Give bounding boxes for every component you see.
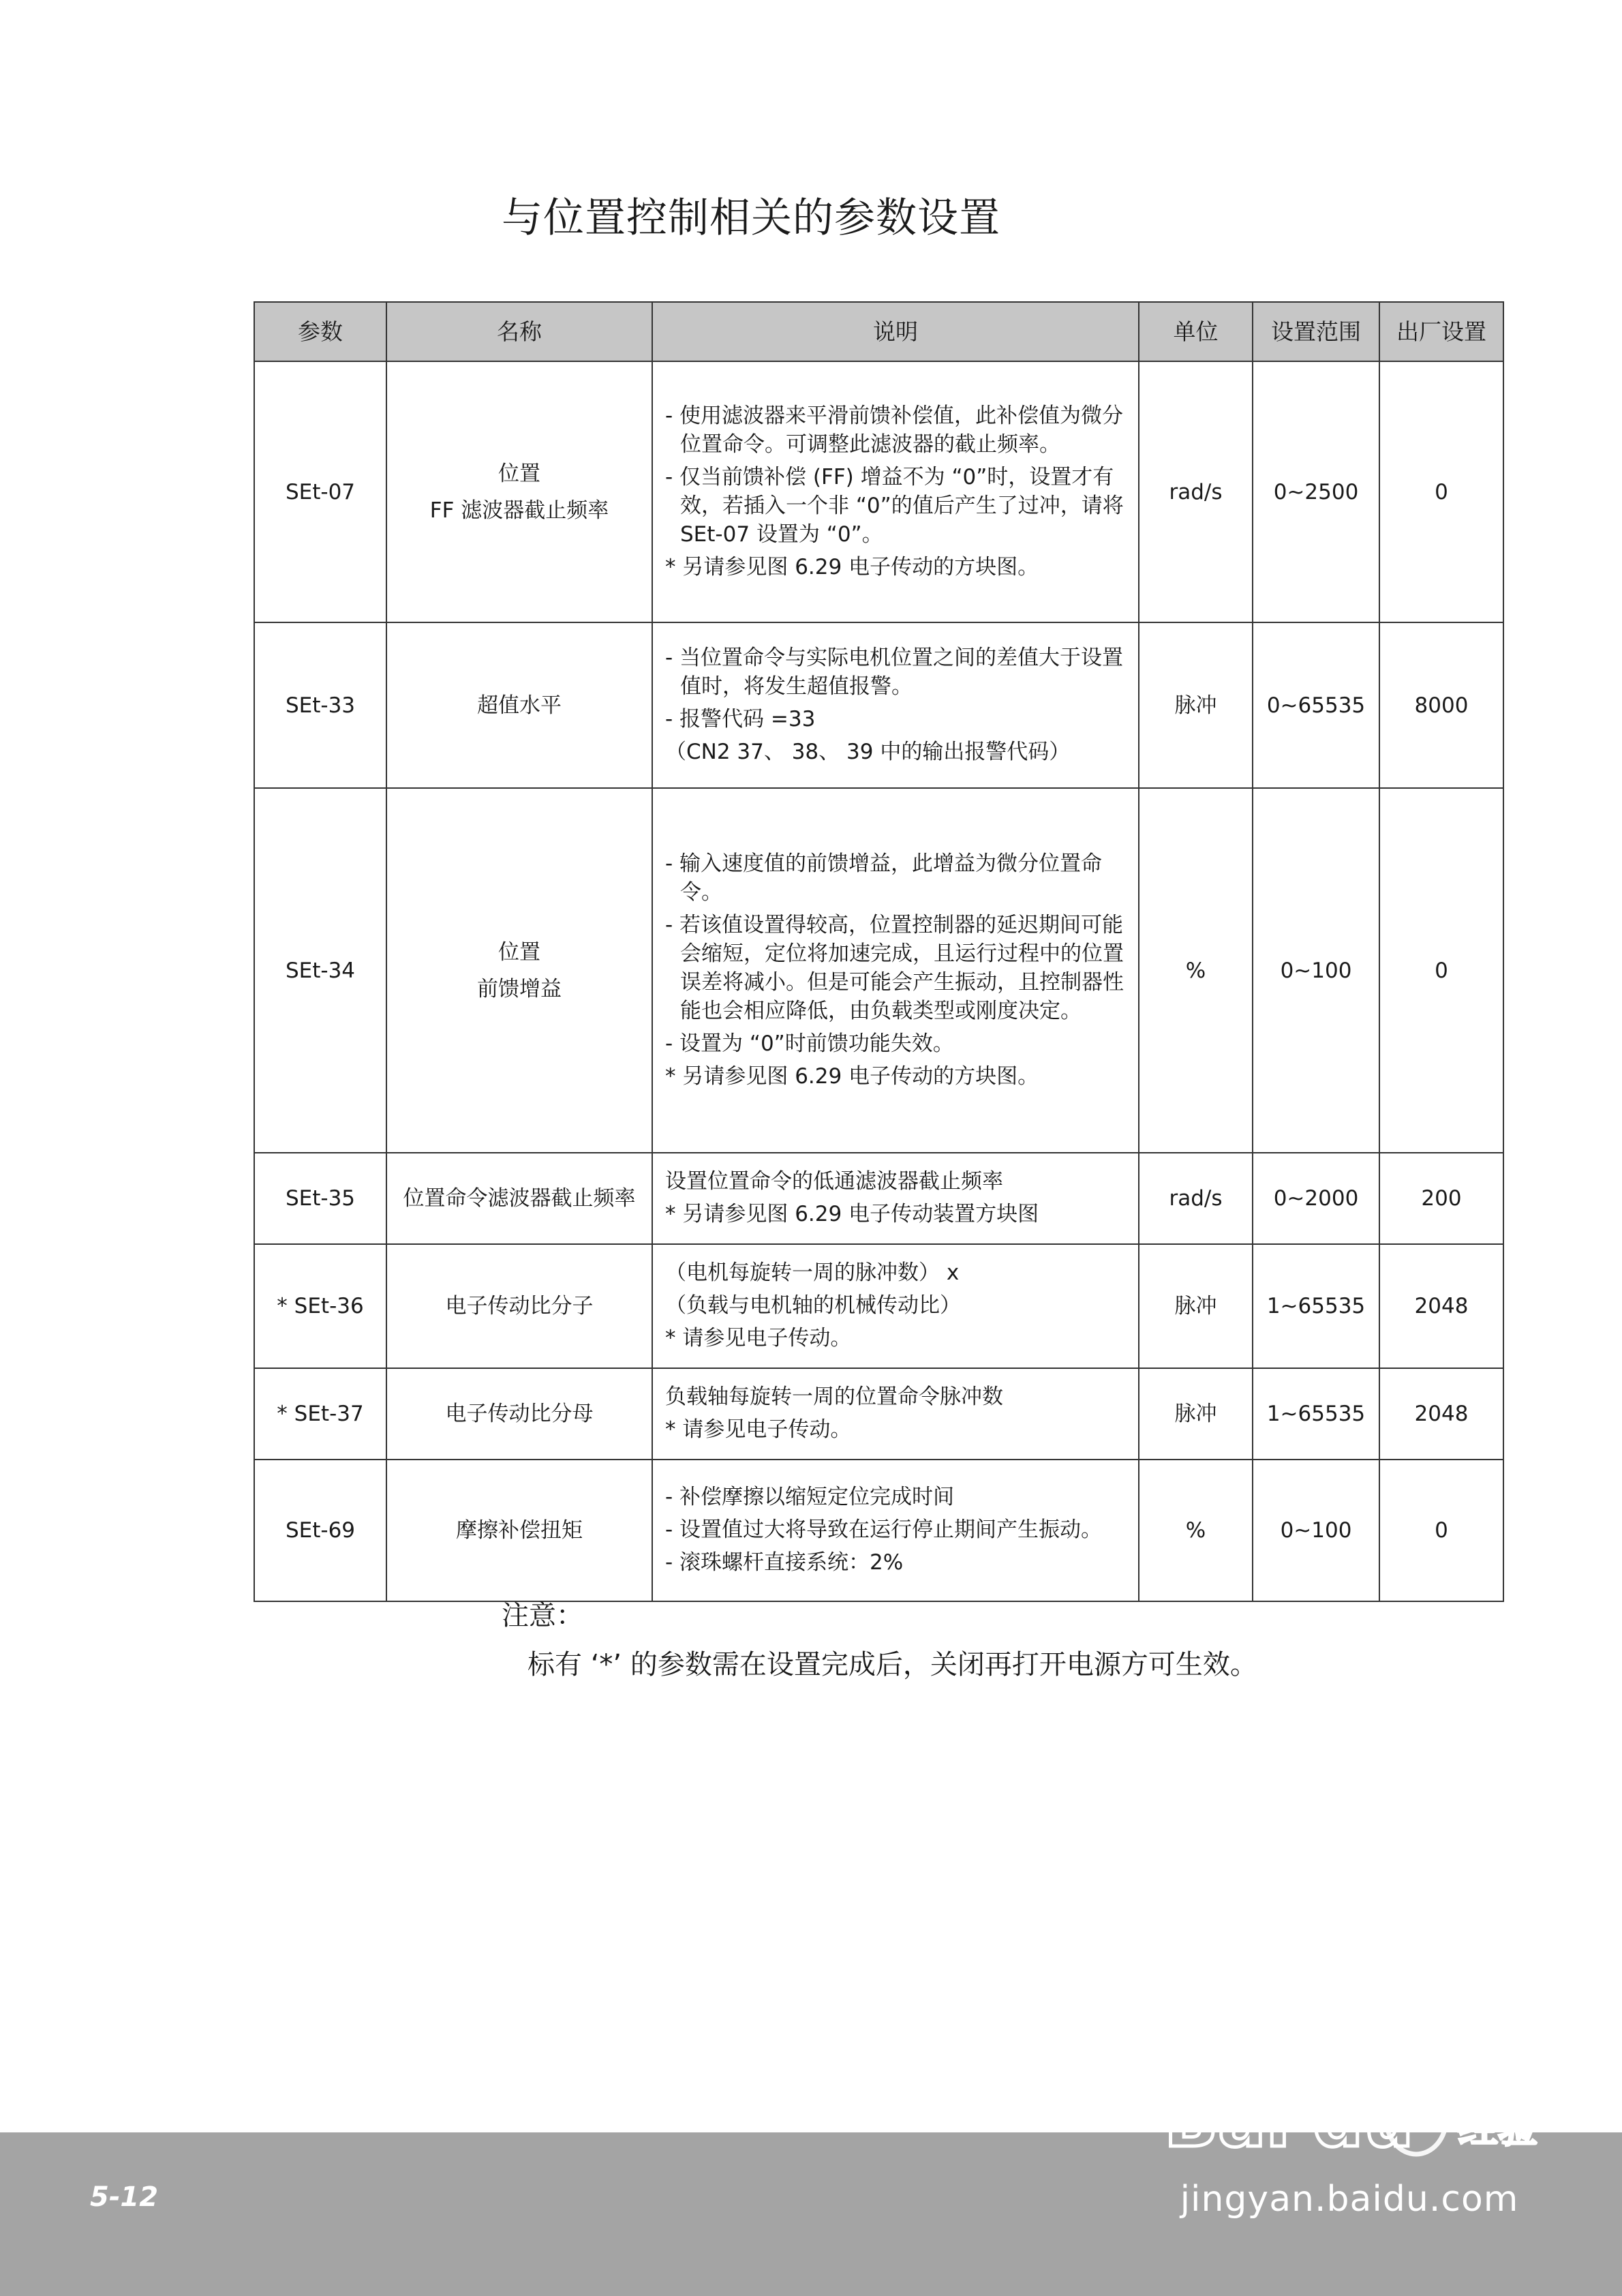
param-description (652, 1460, 1139, 1601)
bullet-marker: * (665, 554, 676, 579)
param-unit: 脉冲 (1139, 622, 1253, 788)
header-range: 设置范围 (1253, 302, 1379, 361)
param-code: SEt-35 (254, 1153, 386, 1244)
description-line (665, 1483, 1126, 1511)
bullet-marker: * (665, 1063, 676, 1089)
bullet-marker: - (665, 1031, 673, 1056)
param-code: SEt-07 (254, 361, 386, 622)
description-text: 使用滤波器来平滑前馈补偿值，此补偿值为微分位置命令。可调整此滤波器的截止频率。 (679, 403, 1124, 457)
bullet-marker: - (665, 645, 673, 670)
baidu-jingyan-watermark-logo (1159, 2066, 1540, 2168)
table-row (254, 788, 1503, 1153)
header-param: 参数 (254, 302, 386, 361)
param-code: * SEt-37 (254, 1368, 386, 1460)
param-range: 1~65535 (1253, 1368, 1379, 1460)
table-header-row (254, 302, 1503, 361)
param-unit: rad/s (1139, 1153, 1253, 1244)
param-name-line: 摩擦补偿扭矩 (456, 1518, 583, 1543)
watermark-url: jingyan.baidu.com (1180, 2179, 1519, 2220)
table-row (254, 1244, 1503, 1368)
page-number: 5-12 (90, 2181, 159, 2213)
bullet-marker: - (665, 706, 673, 731)
description-text: 另请参见图 6.29 电子传动的方块图。 (682, 1063, 1039, 1089)
param-name (386, 622, 652, 788)
bullet-marker: - (665, 912, 673, 937)
note-text: 标有 ‘*’ 的参数需在设置完成后，关闭再打开电源方可生效。 (527, 1649, 1257, 1680)
param-name (386, 1244, 652, 1368)
param-range: 0~65535 (1253, 622, 1379, 788)
bullet-marker: * (665, 1202, 676, 1226)
param-name (386, 1368, 652, 1460)
header-description: 说明 (652, 302, 1139, 361)
description-line (665, 1167, 1126, 1196)
description-line (665, 1324, 1126, 1353)
param-unit: % (1139, 788, 1253, 1153)
svg-text:du: du (1313, 2080, 1414, 2163)
param-name-line: 电子传动比分子 (445, 1294, 594, 1318)
param-name (386, 1460, 652, 1601)
bullet-marker: - (665, 1517, 673, 1542)
description-text: （CN2 37、 38、 39 中的输出报警代码） (665, 739, 1071, 764)
description-text: 另请参见图 6.29 电子传动装置方块图 (682, 1202, 1039, 1226)
note-label: 注意： (502, 1600, 583, 1631)
param-name-line: 位置 (498, 939, 540, 965)
param-description (652, 1244, 1139, 1368)
param-range: 0~2500 (1253, 361, 1379, 622)
description-text: 另请参见图 6.29 电子传动的方块图。 (682, 554, 1039, 579)
table-row (254, 1368, 1503, 1460)
param-name-line: 超值水平 (477, 693, 562, 718)
bullet-marker: * (665, 1417, 676, 1442)
description-text: 报警代码 =33 (679, 706, 816, 731)
description-text: （电机每旋转一周的脉冲数） x (665, 1260, 960, 1285)
description-line (665, 644, 1126, 701)
description-line (665, 1029, 1126, 1058)
description-line (665, 1548, 1126, 1577)
param-unit: rad/s (1139, 361, 1253, 622)
param-description (652, 622, 1139, 788)
param-default: 0 (1379, 1460, 1503, 1601)
description-line (665, 911, 1126, 1025)
param-name-line: 位置 (498, 461, 540, 486)
description-line (665, 1062, 1126, 1091)
description-line (665, 1515, 1126, 1544)
description-line (665, 705, 1126, 734)
param-name-line: FF 滤波器截止频率 (429, 498, 609, 523)
description-text: 请参见电子传动。 (682, 1417, 852, 1442)
table-row (254, 1460, 1503, 1601)
param-description (652, 1153, 1139, 1244)
param-name-line: 位置命令滤波器截止频率 (403, 1186, 636, 1211)
param-description (652, 788, 1139, 1153)
param-unit: 脉冲 (1139, 1368, 1253, 1460)
param-description (652, 1368, 1139, 1460)
param-name (386, 788, 652, 1153)
description-line (665, 1258, 1126, 1287)
param-description (652, 361, 1139, 622)
description-line (665, 1200, 1126, 1228)
param-default: 2048 (1379, 1244, 1503, 1368)
description-text: 滚珠螺杆直接系统：2% (679, 1550, 904, 1575)
param-range: 0~100 (1253, 788, 1379, 1153)
param-default: 200 (1379, 1153, 1503, 1244)
description-text: 输入速度值的前馈增益，此增益为微分位置命令。 (679, 851, 1103, 905)
param-range: 0~100 (1253, 1460, 1379, 1601)
header-name: 名称 (386, 302, 652, 361)
description-text: 当位置命令与实际电机位置之间的差值大于设置值时，将发生超值报警。 (679, 645, 1124, 699)
description-text: 请参见电子传动。 (682, 1326, 852, 1350)
description-text: 设置位置命令的低通滤波器截止频率 (665, 1169, 1003, 1194)
param-code: SEt-69 (254, 1460, 386, 1601)
table-row (254, 622, 1503, 788)
description-line (665, 1383, 1126, 1411)
parameter-table (254, 301, 1504, 1602)
param-name-line: 电子传动比分母 (445, 1402, 594, 1426)
bullet-marker: - (665, 851, 673, 876)
description-text: 若该值设置得较高，位置控制器的延迟期间可能会缩短，定位将加速完成，且运行过程中的位置误差将减小。但是可能会产生振动，且控制器性能也会相应降低，由负载类型或刚度决定。 (679, 912, 1124, 1023)
param-code: SEt-33 (254, 622, 386, 788)
table-row (254, 1153, 1503, 1244)
param-default: 8000 (1379, 622, 1503, 788)
param-unit: 脉冲 (1139, 1244, 1253, 1368)
page-title: 与位置控制相关的参数设置 (502, 194, 1000, 242)
param-range: 1~65535 (1253, 1244, 1379, 1368)
description-line (665, 849, 1126, 907)
svg-text:Bai: Bai (1164, 2080, 1291, 2163)
param-default: 2048 (1379, 1368, 1503, 1460)
header-unit: 单位 (1139, 302, 1253, 361)
param-code: * SEt-36 (254, 1244, 386, 1368)
description-line (665, 402, 1126, 459)
description-line (665, 553, 1126, 581)
description-text: 负载轴每旋转一周的位置命令脉冲数 (665, 1385, 1003, 1409)
bullet-marker: - (665, 464, 673, 489)
description-line (665, 1415, 1126, 1444)
description-line (665, 738, 1126, 766)
description-line (665, 1291, 1126, 1320)
param-name-line: 前馈增益 (477, 976, 562, 1001)
bullet-marker: - (665, 1550, 673, 1575)
description-text: 设置值过大将导致在运行停止期间产生振动。 (679, 1517, 1103, 1542)
description-text: 仅当前馈补偿 (FF) 增益不为 “0”时，设置才有效，若插入一个非 “0”的值后产生了过冲，请将 SEt-07 设置为 “0”。 (679, 464, 1124, 547)
bullet-marker: - (665, 403, 673, 428)
param-unit: % (1139, 1460, 1253, 1601)
svg-text:经验: 经验 (1458, 2105, 1538, 2151)
param-range: 0~2000 (1253, 1153, 1379, 1244)
param-code: SEt-34 (254, 788, 386, 1153)
description-text: 设置为 “0”时前馈功能失效。 (679, 1031, 954, 1056)
param-default: 0 (1379, 788, 1503, 1153)
description-text: （负载与电机轴的机械传动比） (665, 1293, 961, 1318)
table-row (254, 361, 1503, 622)
param-default: 0 (1379, 361, 1503, 622)
bullet-marker: - (665, 1485, 673, 1509)
description-text: 补偿摩擦以缩短定位完成时间 (679, 1485, 955, 1509)
header-default: 出厂设置 (1379, 302, 1503, 361)
description-line (665, 463, 1126, 549)
bullet-marker: * (665, 1326, 676, 1350)
param-name (386, 1153, 652, 1244)
param-name (386, 361, 652, 622)
